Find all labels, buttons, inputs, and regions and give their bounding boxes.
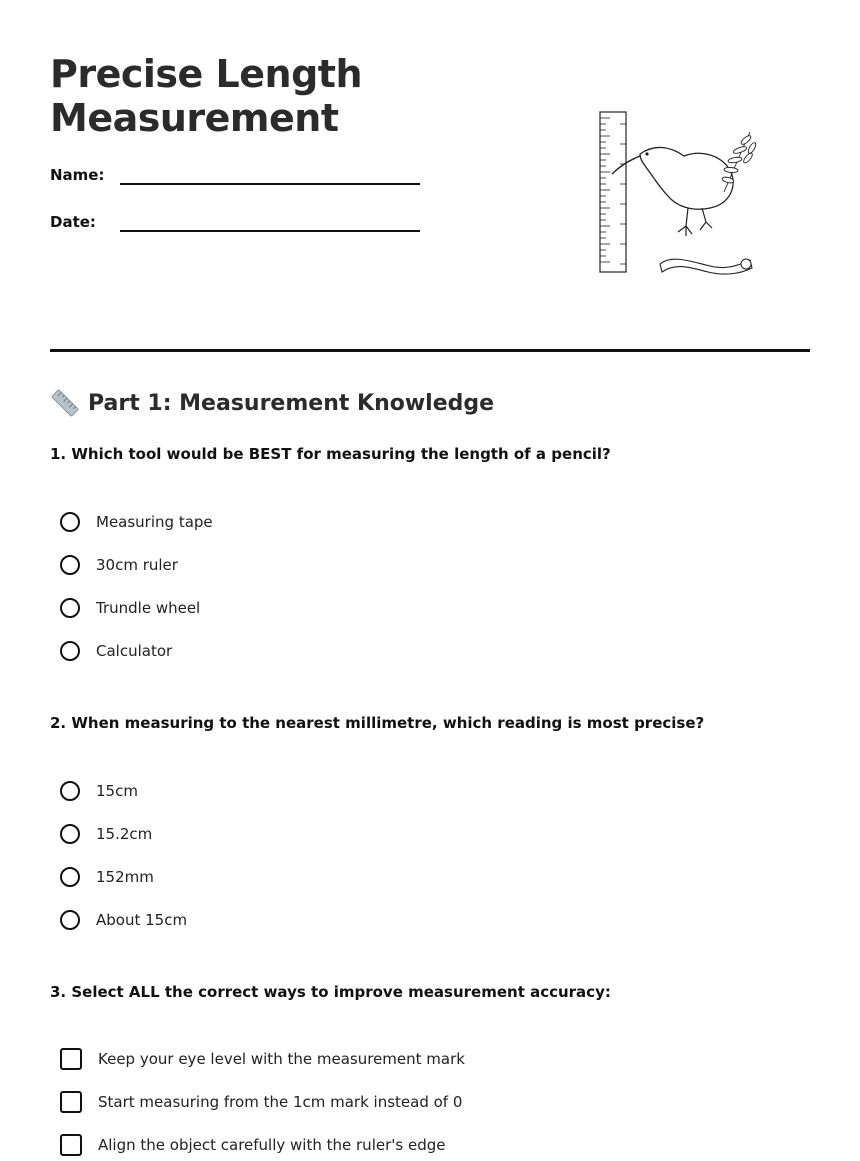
q2-option[interactable]	[60, 778, 138, 804]
q3-option[interactable]	[60, 1089, 462, 1115]
option-label: Start measuring from the 1cm mark instead of 0	[98, 1093, 463, 1111]
option-label: Calculator	[96, 642, 173, 660]
name-label: Name:	[50, 166, 105, 184]
radio-button[interactable]	[60, 781, 80, 801]
checkbox[interactable]	[60, 1134, 82, 1156]
section-title-text: Part 1: Measurement Knowledge	[88, 390, 495, 416]
date-label: Date:	[50, 213, 96, 231]
q1-option[interactable]	[60, 552, 178, 578]
section-title	[50, 388, 494, 418]
radio-button[interactable]	[60, 824, 80, 844]
radio-button[interactable]	[60, 867, 80, 887]
q3-option[interactable]	[60, 1046, 465, 1072]
kiwi-bird-with-ruler-and-tape-icon	[592, 104, 762, 284]
option-label: Measuring tape	[96, 513, 213, 531]
option-label: Keep your eye level with the measurement mark	[98, 1050, 465, 1068]
option-label: Align the object carefully with the ruler's edge	[98, 1136, 446, 1154]
title-line-1: Precise Length	[50, 52, 362, 96]
name-field[interactable]	[50, 160, 430, 190]
option-label: About 15cm	[96, 911, 188, 929]
q2-option[interactable]	[60, 864, 154, 890]
checkbox[interactable]	[60, 1091, 82, 1113]
q3-option[interactable]	[60, 1132, 445, 1158]
option-label: 15cm	[96, 782, 138, 800]
option-label: 15.2cm	[96, 825, 153, 843]
q1-option[interactable]	[60, 595, 200, 621]
title-line-2: Measurement	[50, 96, 339, 140]
radio-button[interactable]	[60, 512, 80, 532]
worksheet-title	[50, 52, 362, 140]
name-line[interactable]	[120, 183, 420, 185]
ruler-icon	[50, 388, 80, 418]
q1-option[interactable]	[60, 509, 213, 535]
date-field[interactable]	[50, 207, 430, 237]
checkbox[interactable]	[60, 1048, 82, 1070]
option-label: Trundle wheel	[96, 599, 201, 617]
radio-button[interactable]	[60, 910, 80, 930]
q2-option[interactable]	[60, 821, 152, 847]
question-3-text: 3. Select ALL the correct ways to improve measurement accuracy:	[50, 983, 611, 1001]
header-divider	[50, 349, 810, 352]
q1-option[interactable]	[60, 638, 172, 664]
question-1-text: 1. Which tool would be BEST for measuring the length of a pencil?	[50, 445, 611, 463]
date-line[interactable]	[120, 230, 420, 232]
radio-button[interactable]	[60, 598, 80, 618]
question-2-text: 2. When measuring to the nearest millimetre, which reading is most precise?	[50, 714, 705, 732]
option-label: 30cm ruler	[96, 556, 178, 574]
option-label: 152mm	[96, 868, 154, 886]
q2-option[interactable]	[60, 907, 187, 933]
radio-button[interactable]	[60, 641, 80, 661]
radio-button[interactable]	[60, 555, 80, 575]
